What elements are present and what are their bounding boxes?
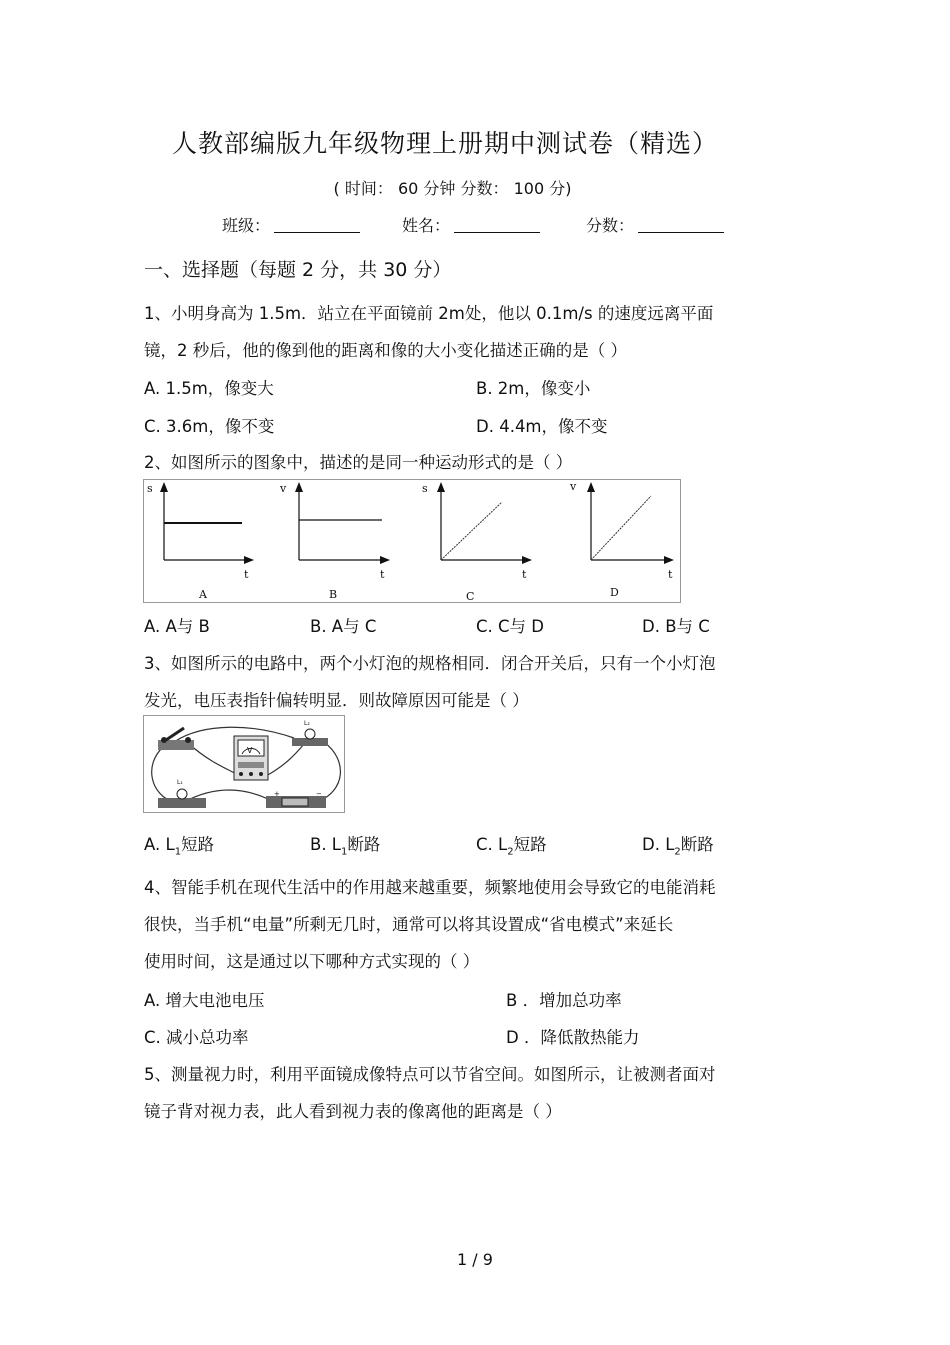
graph-b-label: B bbox=[329, 588, 338, 601]
q1-option-c: C. 3.6m，像不变 bbox=[144, 417, 275, 436]
q4-option-a: A. 增大电池电压 bbox=[144, 991, 265, 1010]
q2-option-d: D. B与 C bbox=[642, 617, 710, 636]
page-title: 人教部编版九年级物理上册期中测试卷（精选） bbox=[171, 129, 718, 158]
graph-b-x-axis: t bbox=[380, 568, 385, 581]
voltmeter-label: V bbox=[247, 746, 253, 755]
q3-option-d: D. $L_2$断路 bbox=[642, 835, 714, 858]
q4-text-line1: 4、智能手机在现代生活中的作用越来越重要，频繁地使用会导致它的电能消耗 bbox=[144, 878, 716, 897]
q1-text-line1: 1、小明身高为 1.5m．站立在平面镜前 2m处，他以 0.1m/s 的速度远离平面 bbox=[144, 304, 714, 323]
q3-text-line2: 发光，电压表指针偏转明显．则故障原因可能是（ ） bbox=[144, 691, 529, 710]
q1-option-b: B. 2m，像变小 bbox=[476, 379, 591, 398]
q4-option-b: B ．增加总功率 bbox=[506, 991, 622, 1010]
lamp-bottom-left bbox=[158, 779, 206, 808]
class-field bbox=[222, 213, 360, 236]
graph-b-y-axis: v bbox=[280, 482, 287, 495]
q2-option-b: B. A与 C bbox=[310, 617, 377, 636]
section-heading: 一、选择题（每题 2 分，共 30 分） bbox=[144, 259, 452, 281]
graph-c-y-axis: s bbox=[422, 482, 428, 495]
exam-subtitle: ( 时间： 60 分钟 分数： 100 分) bbox=[333, 179, 572, 198]
name-label: 姓名： bbox=[402, 216, 451, 235]
q4-text-line2: 很快，当手机“电量”所剩无几时，通常可以将其设置成“省电模式”来延长 bbox=[144, 915, 674, 934]
q3-text-line1: 3、如图所示的电路中，两个小灯泡的规格相同．闭合开关后，只有一个小灯泡 bbox=[144, 654, 716, 673]
graph-d bbox=[569, 480, 674, 599]
q5-text-line1: 5、测量视力时，利用平面镜成像特点可以节省空间。如图所示，让被测者面对 bbox=[144, 1065, 716, 1084]
q3-circuit-figure bbox=[143, 715, 345, 813]
graph-c-label: C bbox=[466, 590, 475, 603]
q2-option-c: C. C与 D bbox=[476, 617, 544, 636]
lamp-top-right bbox=[292, 720, 328, 746]
svg-text:L₁: L₁ bbox=[177, 779, 183, 786]
q1-text-line2: 镜，2 秒后，他的像到他的距离和像的大小变化描述正确的是（ ） bbox=[144, 341, 627, 360]
q1-option-a: A. 1.5m，像变大 bbox=[144, 379, 274, 398]
graph-b bbox=[279, 482, 390, 601]
q5-text-line2: 镜子背对视力表，此人看到视力表的像离他的距离是（ ） bbox=[144, 1102, 562, 1121]
class-label: 班级： bbox=[222, 216, 271, 235]
q3-option-c: C. $L_2$短路 bbox=[476, 835, 547, 858]
q2-option-a: A. A与 B bbox=[144, 617, 210, 636]
graph-d-label: D bbox=[610, 586, 619, 599]
q4-text-line3: 使用时间，这是通过以下哪种方式实现的（ ） bbox=[144, 952, 480, 971]
graph-d-x-axis: t bbox=[668, 568, 673, 581]
q4-option-c: C. 减小总功率 bbox=[144, 1028, 249, 1047]
graph-c-x-axis: t bbox=[522, 568, 527, 581]
graph-a-label: A bbox=[199, 588, 207, 601]
page-number: 1 / 9 bbox=[457, 1250, 493, 1269]
class-blank bbox=[274, 218, 360, 233]
score-blank bbox=[638, 218, 724, 233]
name-blank bbox=[454, 218, 540, 233]
q2-text-line1: 2、如图所示的图象中，描述的是同一种运动形式的是（ ） bbox=[144, 453, 573, 472]
svg-text:−: − bbox=[316, 790, 322, 798]
graph-a bbox=[147, 482, 254, 601]
svg-text:L₂: L₂ bbox=[304, 720, 310, 727]
q1-option-d: D. 4.4m，像不变 bbox=[476, 417, 608, 436]
score-label: 分数： bbox=[586, 216, 635, 235]
name-field bbox=[402, 213, 540, 236]
graph-a-y-axis: s bbox=[147, 482, 153, 495]
score-field bbox=[586, 213, 724, 236]
graph-d-y-axis: v bbox=[570, 480, 577, 493]
voltmeter-component bbox=[234, 736, 268, 780]
switch-component bbox=[158, 728, 194, 750]
q4-option-d: D ．降低散热能力 bbox=[506, 1028, 640, 1047]
q3-option-a: A. $L_1$短路 bbox=[144, 835, 215, 858]
q3-option-b: B. $L_1$断路 bbox=[310, 835, 381, 858]
q2-motion-graphs-figure bbox=[143, 479, 681, 603]
svg-text:+: + bbox=[274, 790, 280, 798]
graph-a-x-axis: t bbox=[244, 568, 249, 581]
battery-component bbox=[266, 790, 326, 808]
graph-c bbox=[422, 482, 532, 603]
